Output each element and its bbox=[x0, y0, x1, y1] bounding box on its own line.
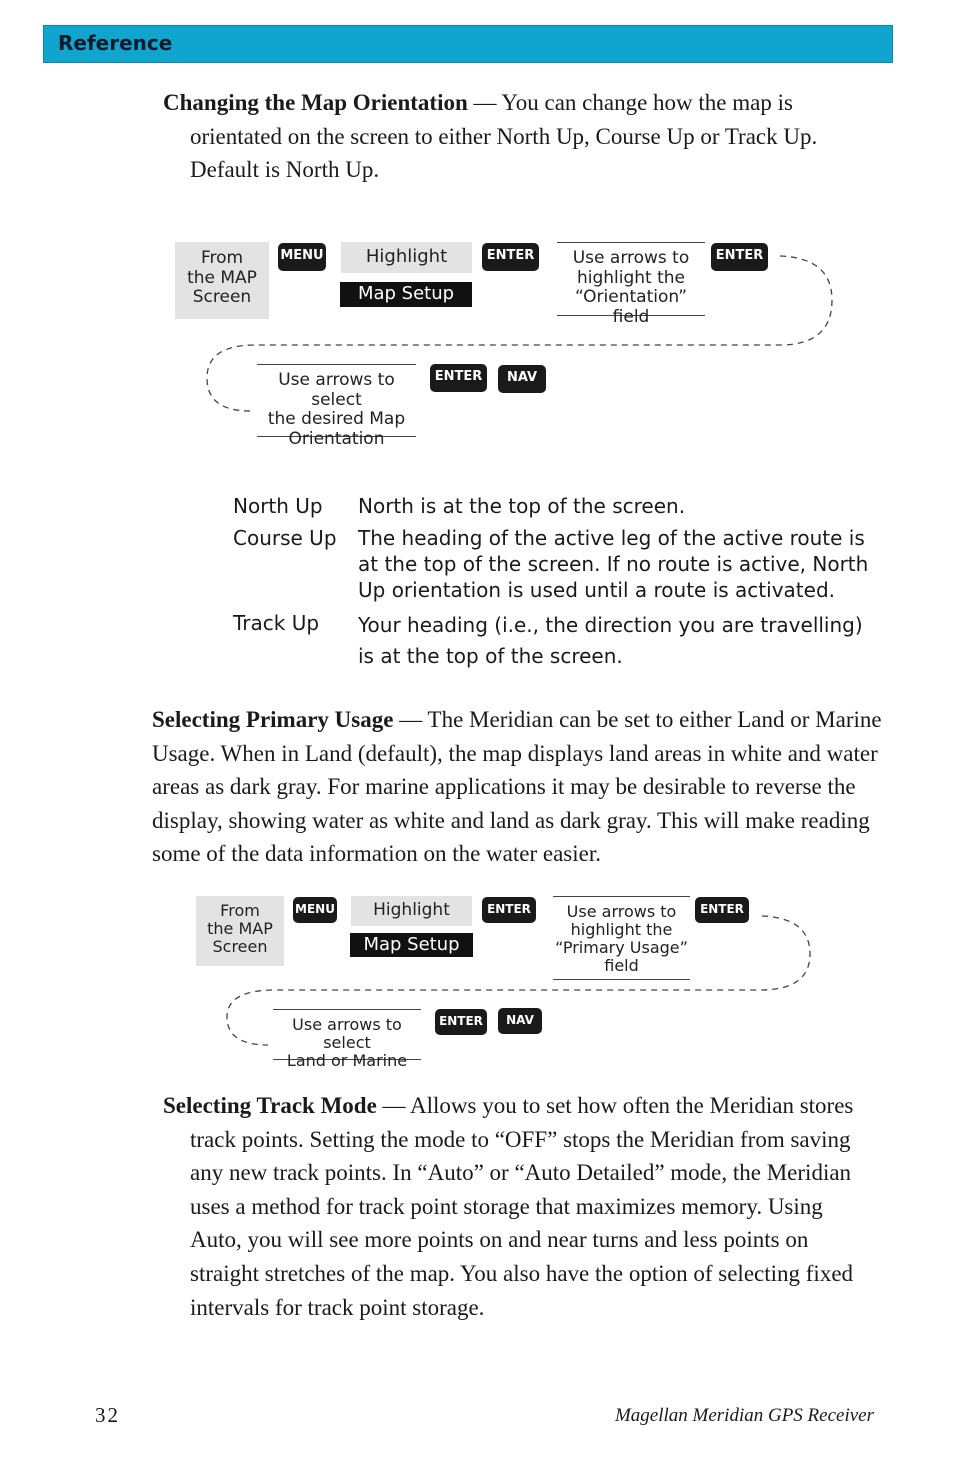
select-orientation-step bbox=[257, 364, 416, 449]
term-track-up: Track Up bbox=[233, 611, 320, 635]
highlight-orientation-step bbox=[557, 242, 705, 327]
from-line-3: Screen bbox=[212, 937, 268, 956]
track-mode-heading: Selecting Track Mode bbox=[163, 1093, 377, 1118]
track-mode-paragraph bbox=[163, 1089, 870, 1324]
step4-line-1: Use arrows to select bbox=[278, 370, 395, 410]
usage-heading: Selecting Primary Usage bbox=[152, 707, 394, 732]
from-line-1: From bbox=[220, 901, 260, 920]
from-map-screen-box bbox=[196, 896, 284, 966]
highlight-box: Highlight bbox=[351, 896, 472, 926]
enter-key: ENTER bbox=[711, 243, 768, 271]
page-number: 32 bbox=[95, 1403, 120, 1427]
step3-line-4: field bbox=[604, 956, 639, 975]
orientation-heading: Changing the Map Orientation bbox=[163, 90, 468, 115]
footer-title: Magellan Meridian GPS Receiver bbox=[614, 1405, 874, 1426]
enter-key: ENTER bbox=[695, 897, 749, 923]
enter-key: ENTER bbox=[430, 364, 487, 392]
nav-key: NAV bbox=[498, 1008, 542, 1034]
usage-body: — The Meridian can be set to either Land or Marine Usage. When in Land (default), the map displays land areas in white and water areas as dark gray. For marine applications it may be desirable to reverse the display, showing water as white and land as dark gray. This will make reading some of the data information on the water easier. bbox=[152, 707, 882, 867]
step4-line-3: Orientation bbox=[288, 428, 385, 449]
from-map-screen-box bbox=[175, 242, 269, 319]
definition-track-up: Your heading (i.e., the direction you are travelling) is at the top of the screen. bbox=[358, 613, 863, 668]
track-mode-body: — Allows you to set how often the Meridian stores track points. Setting the mode to “OFF” stops the Meridian from saving any new track points. In “Auto” or “Auto Detailed” mode, the Meridian uses a method for track point storage that maximizes memory. Using Auto, you will see more points on and near turns and less points on straight stretches of the map. You also have the option of selecting fixed intervals for track point storage. bbox=[190, 1093, 854, 1320]
definition-course-up: The heading of the active leg of the active route is at the top of the screen. If no route is active, North Up orientation is used until a route is activated. bbox=[358, 526, 869, 602]
definition-north-up: North is at the top of the screen. bbox=[358, 494, 686, 518]
step4-line-2: Land or Marine bbox=[286, 1051, 408, 1070]
select-land-marine-step bbox=[273, 1009, 421, 1070]
enter-key: ENTER bbox=[482, 243, 539, 271]
map-setup-bar: Map Setup bbox=[350, 933, 473, 957]
step3-line-3: “Primary Usage” bbox=[555, 938, 688, 957]
highlight-primary-usage-step bbox=[553, 896, 690, 980]
step4-line-2: the desired Map bbox=[267, 409, 406, 429]
term-course-up: Course Up bbox=[233, 526, 337, 550]
step4-line-1: Use arrows to select bbox=[292, 1015, 402, 1052]
menu-key: MENU bbox=[278, 243, 326, 271]
usage-paragraph bbox=[152, 703, 882, 871]
from-line-2: the MAP bbox=[187, 267, 257, 288]
enter-key: ENTER bbox=[482, 897, 536, 923]
map-setup-bar: Map Setup bbox=[340, 282, 472, 307]
enter-key: ENTER bbox=[435, 1009, 487, 1035]
from-line-2: the MAP bbox=[207, 919, 273, 938]
menu-key: MENU bbox=[293, 897, 337, 923]
highlight-box: Highlight bbox=[341, 242, 472, 273]
nav-key: NAV bbox=[498, 365, 546, 393]
section-title: Reference bbox=[58, 31, 173, 55]
step3-line-1: Use arrows to bbox=[572, 248, 690, 268]
term-north-up: North Up bbox=[233, 494, 323, 518]
from-line-3: Screen bbox=[192, 287, 252, 307]
orientation-body: — You can change how the map is orientated on the screen to either North Up, Course Up or Track Up. Default is North Up. bbox=[190, 90, 818, 183]
step3-line-2: highlight the bbox=[576, 267, 686, 288]
from-line-1: From bbox=[200, 248, 244, 268]
step3-line-3: “Orientation” field bbox=[574, 287, 688, 327]
step3-line-1: Use arrows to bbox=[566, 902, 677, 921]
step3-line-2: highlight the bbox=[570, 920, 673, 939]
